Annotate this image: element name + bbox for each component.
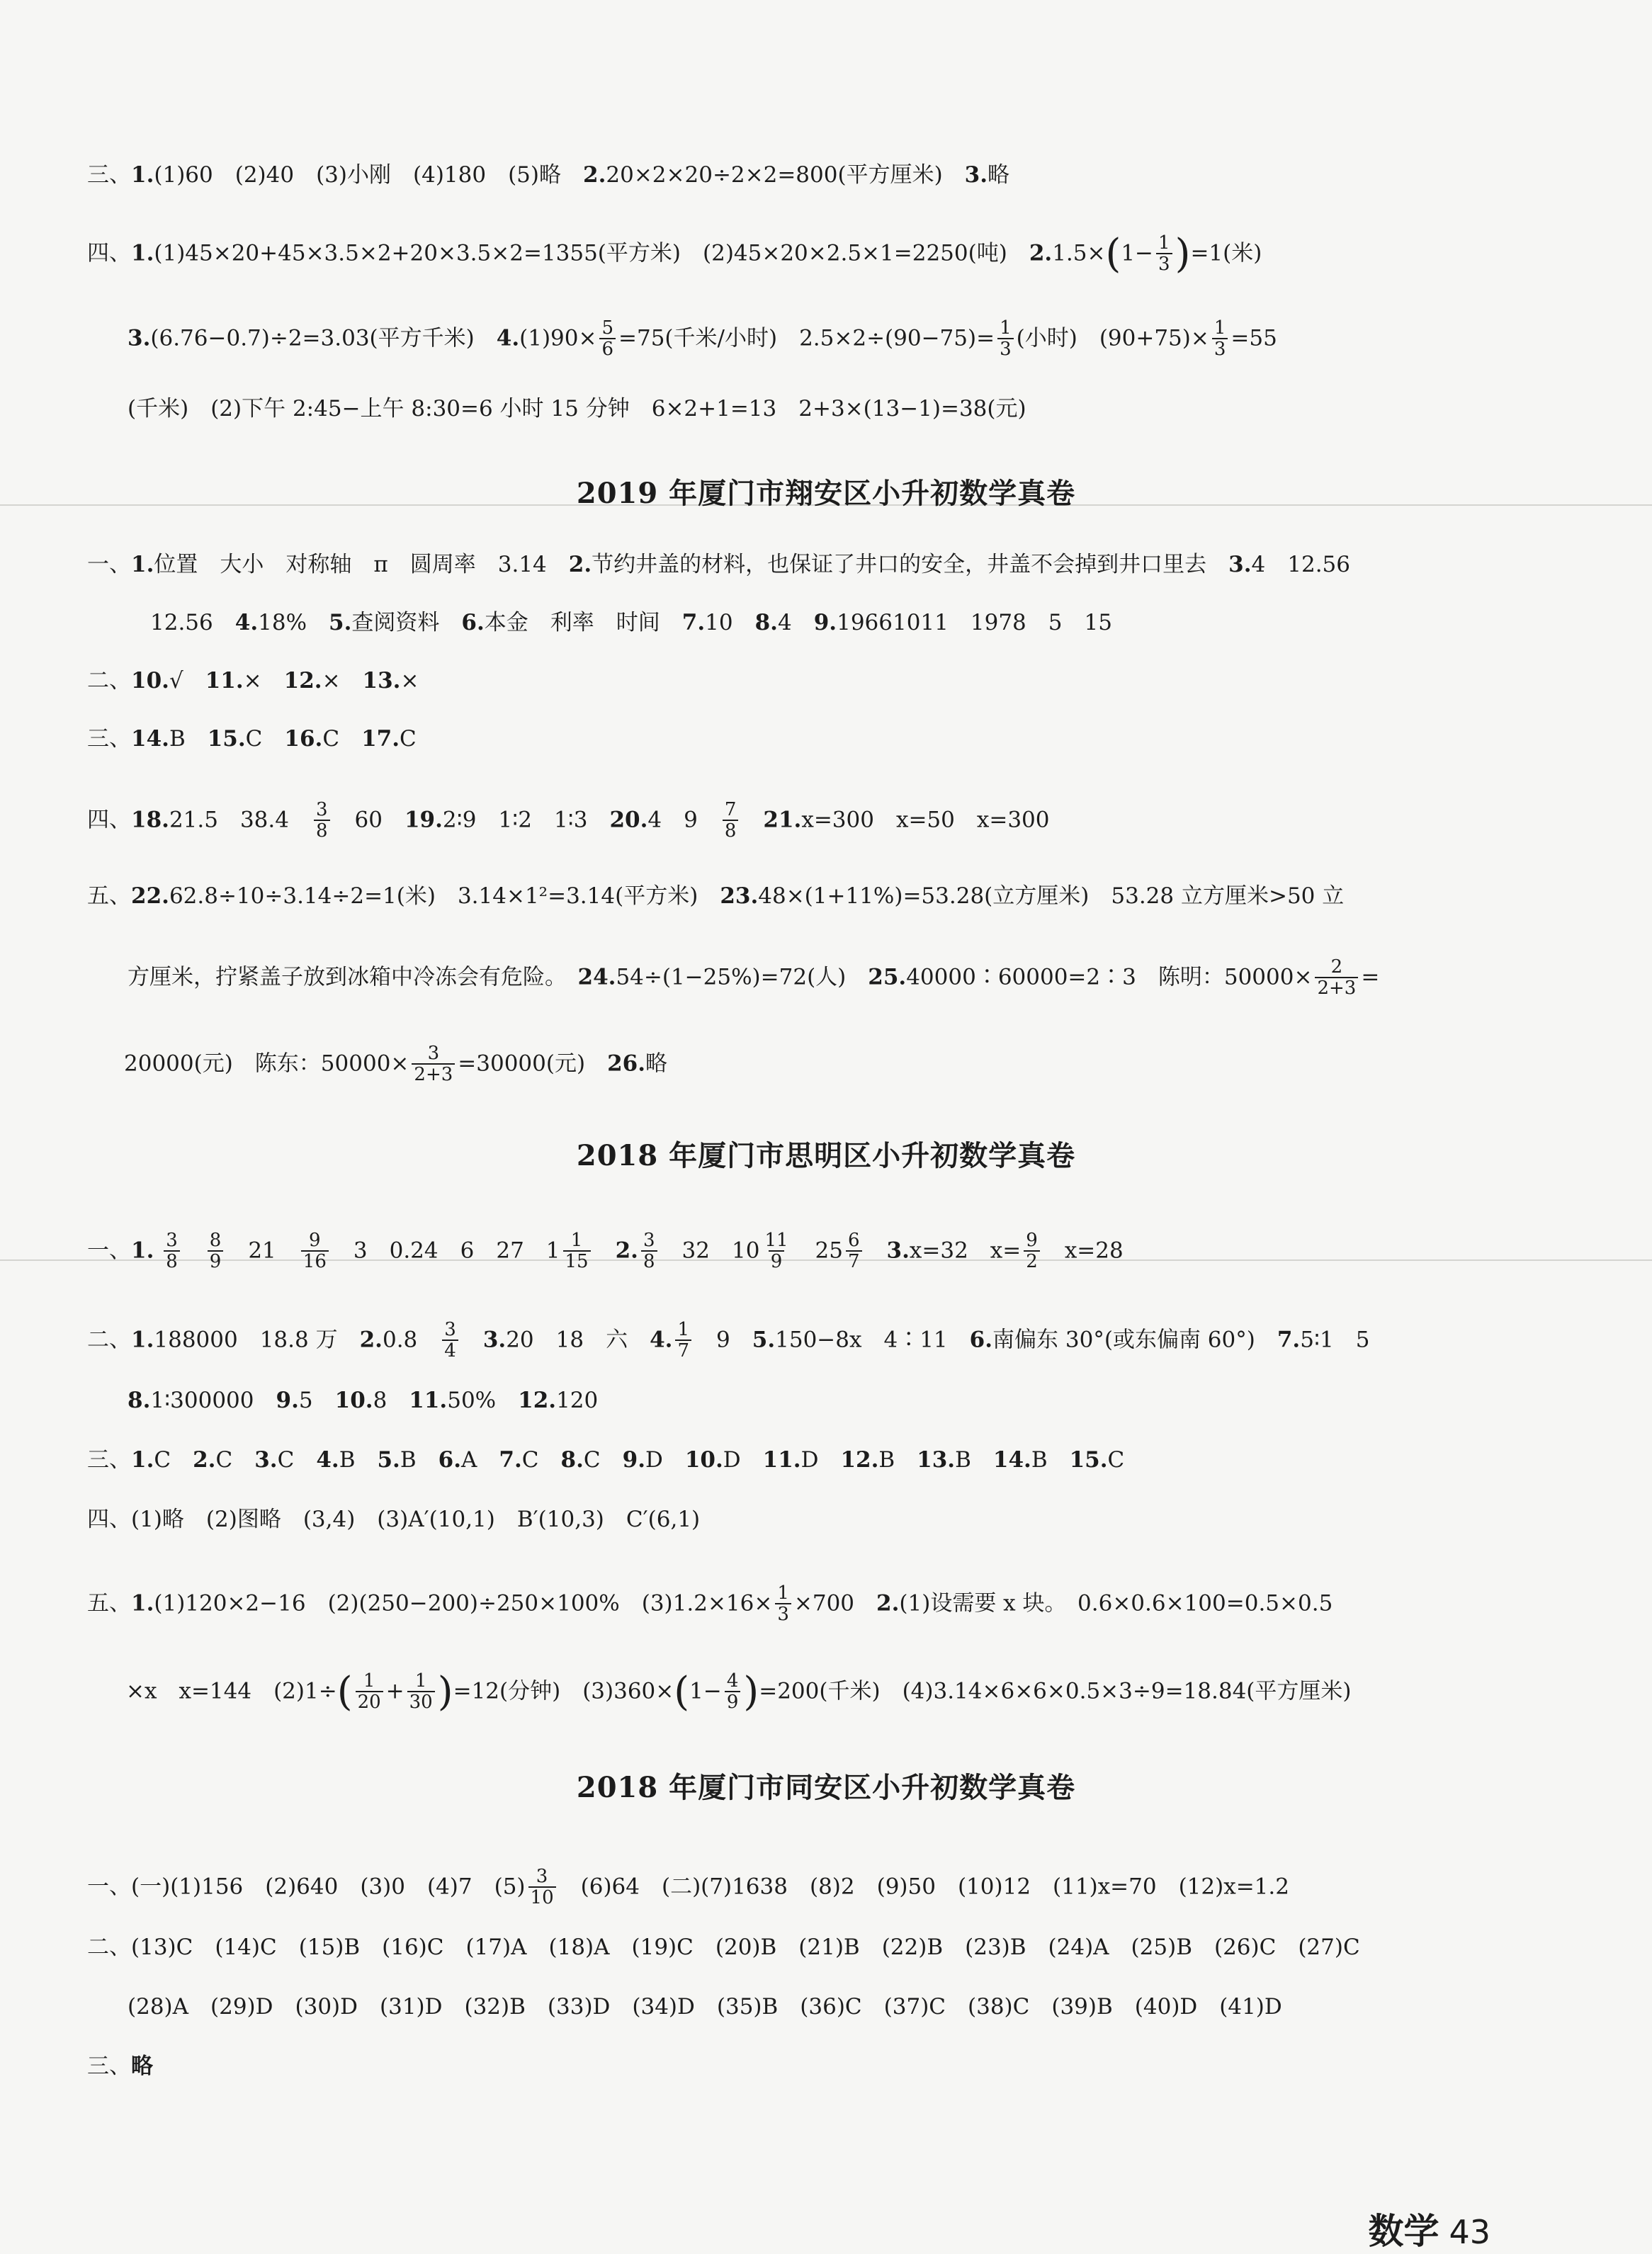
s3-line6: 五、1.(1)120×2−16 (2)(250−200)÷250×100% (3)1.2×16× $\frac{1}{3}$ ×700 2.(1)设需要 x 块。 0.6×0.6×100=0.5×0.5 xyxy=(87,1582,1333,1626)
s3-line2: 二、1.188000 18.8 万 2.0.8 $\frac{3}{4}$ 3.20 18 六 4. $\frac{1}{7}$ 9 5.150−8x 4∶11 6.南偏东 30°(或东偏南 60°) 7.5∶1 5 xyxy=(87,1319,1370,1362)
fraction: $\frac{4}{9}$ xyxy=(725,1672,741,1713)
page-footer xyxy=(1368,2203,1490,2254)
s2-line3: 二、10.√ 11.× 12.× 13.× xyxy=(87,668,419,693)
fraction: $\frac{3}{4}$ xyxy=(442,1320,458,1361)
b1-line4: (千米) (2)下午 2:45−上午 8:30=6 小时 15 分钟 6×2+1=13 2+3×(13−1)=38(元) xyxy=(128,396,1026,421)
fraction: $\frac{1}{15}$ xyxy=(563,1231,591,1272)
b1-line1: 三、1.(1)60 (2)40 (3)小刚 (4)180 (5)略 2.20×2×20÷2×2=800(平方厘米) 3.略 xyxy=(87,162,1010,188)
fraction: $\frac{1}{3}$ xyxy=(775,1584,791,1625)
subject-label: 数学 xyxy=(1368,2211,1439,2252)
fraction: $\frac{3}{8}$ xyxy=(164,1231,180,1272)
s4-line3: (28)A (29)D (30)D (31)D (32)B (33)D (34)D (35)B (36)C (37)C (38)C (39)B (40)D (41)D xyxy=(128,1994,1282,2020)
section-title-tongan: 2018 年厦门市同安区小升初数学真卷 xyxy=(576,1771,1076,1804)
fraction: $\frac{1}{3}$ xyxy=(1156,234,1172,275)
fraction: $\frac{7}{8}$ xyxy=(723,800,739,842)
fraction: $\frac{1}{3}$ xyxy=(1212,319,1228,360)
b1-line2: 四、1.(1)45×20+45×3.5×2+20×3.5×2=1355(平方米) (2)45×20×2.5×1=2250(吨) 2.1.5×(1− $\frac{1}{3}$ )=1(米) xyxy=(87,230,1262,277)
fraction: $\frac{1}{20}$ xyxy=(356,1672,383,1713)
fraction: $\frac{3}{8}$ xyxy=(314,800,330,842)
fraction: $\frac{3}{8}$ xyxy=(641,1231,657,1272)
fraction: $\frac{9}{2}$ xyxy=(1024,1231,1040,1272)
s2-line6: 五、22.62.8÷10÷3.14÷2=1(米) 3.14×1²=3.14(平方米) 23.48×(1+11%)=53.28(立方厘米) 53.28 立方厘米>50 立 xyxy=(87,883,1345,909)
fraction: $\frac{1}{3}$ xyxy=(997,319,1014,360)
s2-line1: 一、1.位置 大小 对称轴 π 圆周率 3.14 2.节约井盖的材料，也保证了井口的安全，井盖不会掉到井口里去 3.4 12.56 xyxy=(87,552,1351,577)
s3-line1: 一、1. $\frac{3}{8}$ $\frac{8}{9}$ 21 $\frac{9}{16}$ 3 0.24 6 27 1 $\frac{1}{15}$ 2. $\frac{3}{8}$ 32 10 $\frac{11}{9}$ 25 $\frac{6}{7}$ 3.x=32 x= $\frac{9}{2}$ x=28 xyxy=(87,1230,1124,1273)
fraction: $\frac{6}{7}$ xyxy=(846,1231,862,1272)
s2-line7: 方厘米，拧紧盖子放到冰箱中冷冻会有危险。 24.54÷(1−25%)=72(人) 25.40000∶60000=2∶3 陈明：50000× $\frac{2}{2+3}$ = xyxy=(128,956,1380,999)
s2-line8: 20000(元) 陈东：50000× $\frac{3}{2+3}$ =30000(元) 26.略 xyxy=(124,1043,667,1086)
section-title-xiangan: 2019 年厦门市翔安区小升初数学真卷 xyxy=(576,477,1076,510)
s3-line4: 三、1.C 2.C 3.C 4.B 5.B 6.A 7.C 8.C 9.D 10.D 11.D 12.B 13.B 14.B 15.C xyxy=(87,1447,1125,1473)
s4-line1: 一、(一)(1)156 (2)640 (3)0 (4)7 (5) $\frac{3}{10}$ (6)64 (二)(7)1638 (8)2 (9)50 (10)12 (11)x=70 (12)x=1.2 xyxy=(87,1866,1289,1909)
s3-line5: 四、(1)略 (2)图略 (3,4) (3)A′(10,1) B′(10,3) C′(6,1) xyxy=(87,1507,701,1532)
s4-line2: 二、(13)C (14)C (15)B (16)C (17)A (18)A (19)C (20)B (21)B (22)B (23)B (24)A (25)B (26)C (27)C xyxy=(87,1935,1360,1960)
page-number: 43 xyxy=(1449,2213,1490,2251)
fraction: $\frac{3}{2+3}$ xyxy=(412,1044,455,1085)
s2-line2: 12.56 4.18% 5.查阅资料 6.本金 利率 时间 7.10 8.4 9.19661011 1978 5 15 xyxy=(150,610,1112,635)
s2-line5: 四、18.21.5 38.4 $\frac{3}{8}$ 60 19.2∶9 1∶2 1∶3 20.4 9 $\frac{7}{8}$ 21.x=300 x=50 x=300 xyxy=(87,799,1050,842)
fraction: $\frac{9}{16}$ xyxy=(301,1231,329,1272)
fraction: $\frac{2}{2+3}$ xyxy=(1315,958,1358,999)
s3-line7: ×x x=144 (2)1÷( $\frac{1}{20}$ + $\frac{1}{30}$ )=12(分钟) (3)360×(1− $\frac{4}{9}$ )=200(千米) (4)3.14×6×6×0.5×3÷9=18.84(平方厘米) xyxy=(126,1668,1352,1715)
section-title-siming: 2018 年厦门市思明区小升初数学真卷 xyxy=(576,1139,1076,1172)
s2-line4: 三、14.B 15.C 16.C 17.C xyxy=(87,726,417,752)
b1-line3: 3.(6.76−0.7)÷2=3.03(平方千米) 4.(1)90× $\frac{5}{6}$ =75(千米/小时) 2.5×2÷(90−75)= $\frac{1}{3}$ (小时) (90+75)× $\frac{1}{3}$ =55 xyxy=(128,317,1277,361)
fraction: $\frac{8}{9}$ xyxy=(208,1231,224,1272)
s3-line3: 8.1∶300000 9.5 10.8 11.50% 12.120 xyxy=(128,1388,599,1413)
fraction: $\frac{1}{30}$ xyxy=(407,1672,435,1713)
fraction: $\frac{11}{9}$ xyxy=(764,1230,788,1273)
fraction: $\frac{5}{6}$ xyxy=(599,319,616,360)
s4-line4: 三、略 xyxy=(87,2054,153,2079)
fraction: $\frac{3}{10}$ xyxy=(528,1867,556,1908)
fraction: $\frac{1}{7}$ xyxy=(675,1320,691,1361)
